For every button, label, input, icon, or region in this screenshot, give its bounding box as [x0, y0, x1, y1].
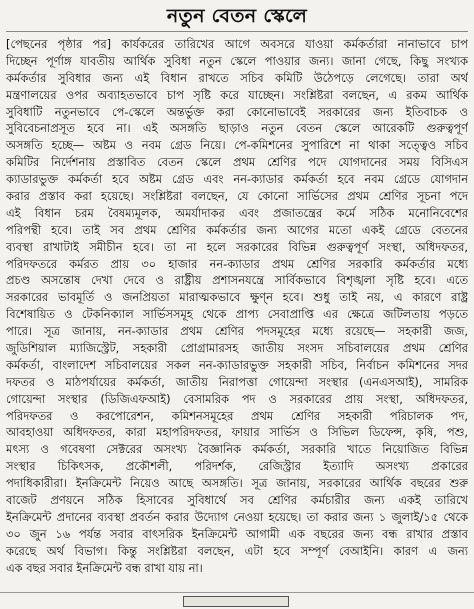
article-line: ইনক্রিমেন্ট প্রদানের ব্যবস্থা প্রবর্তন করার উদ্যোগ নেওয়া হয়েছে। তা করার জন্য ১ জুলাই/১৫ থেকে: [6, 509, 468, 524]
article-line: ব্যবস্থা রাখাটাই সমীচীন হবে। তা না হলে সরকারের বিভিন্ন গুরুত্বপূর্ণ সংস্থা, অধিদফতর,: [6, 239, 468, 254]
article-line: দফতর ও মাঠপর্যায়ের কর্মকর্তা, জাতীয় নিরাপত্তা গোয়েন্দা সংস্থার (এনএসআই), সামরিক: [6, 374, 468, 389]
article-line: দিচ্ছেন পূর্ণাঙ্গ যাবতীয় আর্থিক সুবিধা নতুন স্কেলে পাওয়ার জন্য। জানা গেছে, কিছু সংখ্যক: [6, 53, 468, 68]
article-line: মন্ত্রণালয়ের ওপর অব্যাহতভাবে চাপ সৃষ্টি করে যাচ্ছেন। সংশ্লিষ্টরা বলছেন, এ রকম আর্থিক: [6, 87, 468, 102]
article-line: এক বছর সবার ইনক্রিমেন্ট বন্ধ রাখা যায় না।: [6, 560, 203, 575]
article-line-text: কার্যকরের তারিখের আগে অবসরে যাওয়া কর্মকর্তারা নানাভাবে চাপ: [121, 37, 468, 51]
article-line: সংস্থার চিকিৎসক, প্রকৌশলী, পরিদর্শক, রেজিস্ট্রার ইত্যাদি অসংখ্য প্রকারের: [6, 459, 468, 474]
article-line: কর্মকর্তার সুবিধার জন্য এই বিধান রাখতে সচিব কমিটি উঠেপড়ে লেগেছে। তারা অর্থ: [6, 70, 468, 85]
article-line: সুবিবেচনাপ্রসূত হবে না। এই অসঙ্গতি ছাড়াও নতুন বেতন স্কেলে আরেকটি গুরুত্বপূর্ণ: [6, 121, 468, 136]
footer-strip: [0, 592, 474, 609]
continuation-label: [পেছনের পৃষ্ঠার পর]: [6, 37, 112, 51]
article-line: অসঙ্গতি হচ্ছে— অষ্টম ও নবম গ্রেড নিয়ে। পে-কমিশনের সুপারিশে না থাকা সত্ত্বেও সচিব: [6, 138, 468, 153]
article-line: এই বিধান চরম বৈষম্যমূলক, অমর্যাদাকর এবং প্রজাতন্ত্রের কর্মে সঠিক মনোনিবেশের: [6, 205, 468, 220]
article-line: সরকারের ভাবমূর্তি ও জনপ্রিয়তা মারাত্মকভাবে ক্ষুণ্ন হবে। শুধু তাই নয়, এ কারণে রাষ্ট্র: [6, 290, 468, 305]
headline: নতুন বেতন স্কেলে: [166, 5, 308, 27]
article-line: পরিদফতরে কর্মরত প্রায় ৩০ হাজার নন-ক্যাডার প্রথম শ্রেণির সরকারি কর্মকর্তার মধ্যে: [6, 256, 468, 271]
article-line: করেছে অর্থ বিভাগ। কিন্তু সংশ্লিষ্টরা বলছেন, এটা হবে সম্পূর্ণ বেআইনি। কারণ এ জন্য: [6, 543, 468, 558]
article-line: সুবিধাটি নতুনভাবে পে-স্কেলে অন্তর্ভুক্ত করা কোনোভাবেই সরকারের জন্য ইতিবাচক ও: [6, 104, 468, 119]
article-line: আবহাওয়া অধিদফতর, কারা মহাপরিদফতর, ফায়ার সার্ভিস ও সিভিল ডিফেন্স, কৃষি, পশু,: [6, 425, 468, 440]
article-line: প্রচণ্ড অসন্তোষ দেখা দেবে ও রাষ্ট্রীয় প্রশাসনযন্ত্রে সার্বিকভাবে বিশৃঙ্খলা সৃষ্টি হবে। এতে: [6, 273, 468, 288]
article-line: [6, 36, 468, 53]
article-line: পরিপন্থী হবে। তাই সব প্রথম শ্রেণির কর্মকর্তার জন্য আগের মতো একই গ্রেডে বেতনের: [6, 222, 468, 237]
article-line: ৩০ জুন ১৬ পর্যন্ত সবার বাৎসরিক ইনক্রিমেন্ট আগামী এক বছরের জন্য বন্ধ রাখার প্রস্তাব: [6, 526, 468, 541]
article-body: [6, 36, 468, 577]
article-line: পদাধিকারীরা। ইনক্রিমেন্ট নিয়েও আছে অসঙ্গতি। সূত্র জানায়, সরকারের আর্থিক বছরের শুরু: [6, 476, 468, 491]
article-line: বিশেষায়িত ও টেকনিক্যাল সার্ভিসসমূহ থেকে প্রাপ্য সেবাপ্রাপ্তি এর ক্ষেত্রে জটিলতায় পড়তে: [6, 307, 468, 322]
article-line: করার প্রস্তাব করা হয়েছে। সংশ্লিষ্টরা বলছেন, যে কোনো সার্ভিসের প্রথম শ্রেণির সূচনা পদে: [6, 189, 468, 204]
footer-label-box: [183, 596, 289, 607]
article-line: জুডিশিয়াল ম্যাজিস্ট্রেট, সহকারী প্রোগ্রামারসহ জাতীয় সংসদ সচিবালয়ের প্রথম শ্রেণির: [6, 341, 468, 356]
headline-divider: [6, 31, 468, 32]
article-line: ক্যাডারভুক্ত কর্মকর্তা হবে অষ্টম গ্রেড এবং নন-ক্যাডার কর্মকর্তা হবে নবম গ্রেডে যোগদান: [6, 172, 468, 187]
article-line: বাজেট প্রণয়নে সঠিক হিসাবের সুবিধার্থে সব শ্রেণির কর্মচারীর জন্য একই তারিখে: [6, 493, 468, 508]
article-line: গোয়েন্দা সংস্থার (ডিজিএফআই) বেসামরিক পদ ও সরকারের প্রায় সংস্থা, অধিদফতর,: [6, 391, 468, 406]
article-line: পরিদফতর ও করপোরেশন, কমিশনসমূহের প্রথম শ্রেণির সহকারী পরিচালক পদ,: [6, 408, 468, 423]
article-line: মৎস্য ও গবেষণা সেক্টরের অসংখ্য বৈজ্ঞানিক কর্মকর্তা, সরকারি খাতে নিয়োজিত বিভিন্ন: [6, 442, 468, 457]
article-line: পারে। সূত্র জানায়, নন-ক্যাডার প্রথম শ্রেণির পদসমূহের মধ্যে রয়েছে— সহকারী জজ,: [6, 324, 468, 339]
article-line: কর্মকর্তা, বাংলাদেশ সচিবালয়ের সকল নন-ক্যাডারভুক্ত সহকারী সচিব, নির্বাচন কমিশনের সদর: [6, 357, 468, 372]
article-line: কমিটির নির্দেশনায় প্রস্তাবিত বেতন স্কেলে প্রথম শ্রেণির পদে যোগদানের সময় বিসিএস: [6, 155, 468, 170]
